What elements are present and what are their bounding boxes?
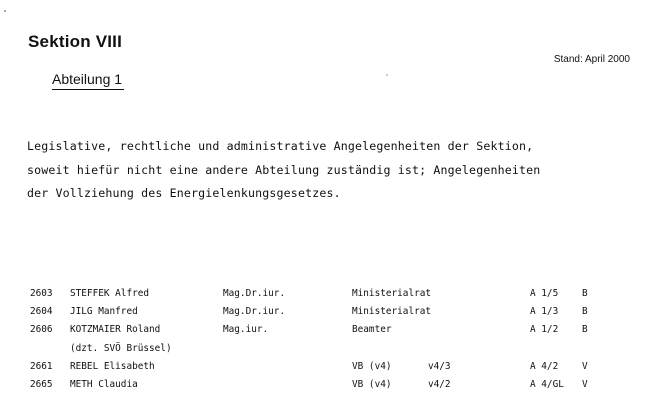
staff-extension: 2604 — [30, 306, 53, 318]
description-line: Legislative, rechtliche und administrative Angelegenheiten der Sektion, — [27, 139, 534, 153]
staff-position: Ministerialrat — [352, 306, 432, 318]
staff-category: B — [582, 288, 588, 299]
staff-academic-title: Mag.Dr.iur. — [223, 288, 286, 299]
staff-name-note: (dzt. SVÖ Brüssel) — [70, 342, 172, 354]
staff-grade: A 4/GL — [530, 378, 564, 390]
stand-date: Stand: April 2000 — [553, 54, 630, 65]
staff-category: V — [582, 378, 588, 390]
staff-classification: v4/2 — [428, 378, 451, 390]
staff-classification: v4/3 — [428, 360, 451, 372]
staff-academic-title: Mag.iur. — [223, 324, 269, 336]
staff-position: Ministerialrat — [352, 288, 432, 299]
staff-name: REBEL Elisabeth — [70, 360, 155, 372]
staff-academic-title: Mag.Dr.iur. — [223, 306, 286, 318]
staff-extension: 2606 — [30, 324, 53, 336]
scan-speck — [386, 74, 388, 76]
staff-category: V — [582, 360, 588, 372]
staff-extension: 2665 — [30, 378, 53, 390]
staff-name: STEFFEK Alfred — [70, 288, 150, 299]
staff-extension: 2661 — [30, 360, 53, 372]
staff-category: B — [582, 324, 588, 336]
staff-category: B — [582, 306, 588, 318]
staff-name: JILG Manfred — [70, 306, 138, 318]
department-description — [27, 135, 637, 206]
staff-grade: A 1/2 — [530, 324, 559, 336]
section-title: Sektion VIII — [28, 32, 123, 51]
staff-name: METH Claudia — [70, 378, 138, 390]
staff-position: Beamter — [352, 324, 392, 336]
staff-grade: A 4/2 — [530, 360, 559, 372]
scan-speck — [4, 10, 6, 12]
staff-name: KOTZMAIER Roland — [70, 324, 161, 336]
staff-extension: 2603 — [30, 288, 53, 299]
staff-grade: A 1/5 — [530, 288, 559, 299]
description-line: der Vollziehung des Energielenkungsgesetzes. — [27, 186, 341, 200]
department-heading: Abteilung 1 — [52, 71, 124, 90]
staff-position: VB (v4) — [352, 360, 392, 372]
description-line: soweit hiefür nicht eine andere Abteilung zuständig ist; Angelegenheiten — [27, 162, 541, 177]
staff-position: VB (v4) — [352, 378, 392, 390]
staff-grade: A 1/3 — [530, 306, 559, 318]
